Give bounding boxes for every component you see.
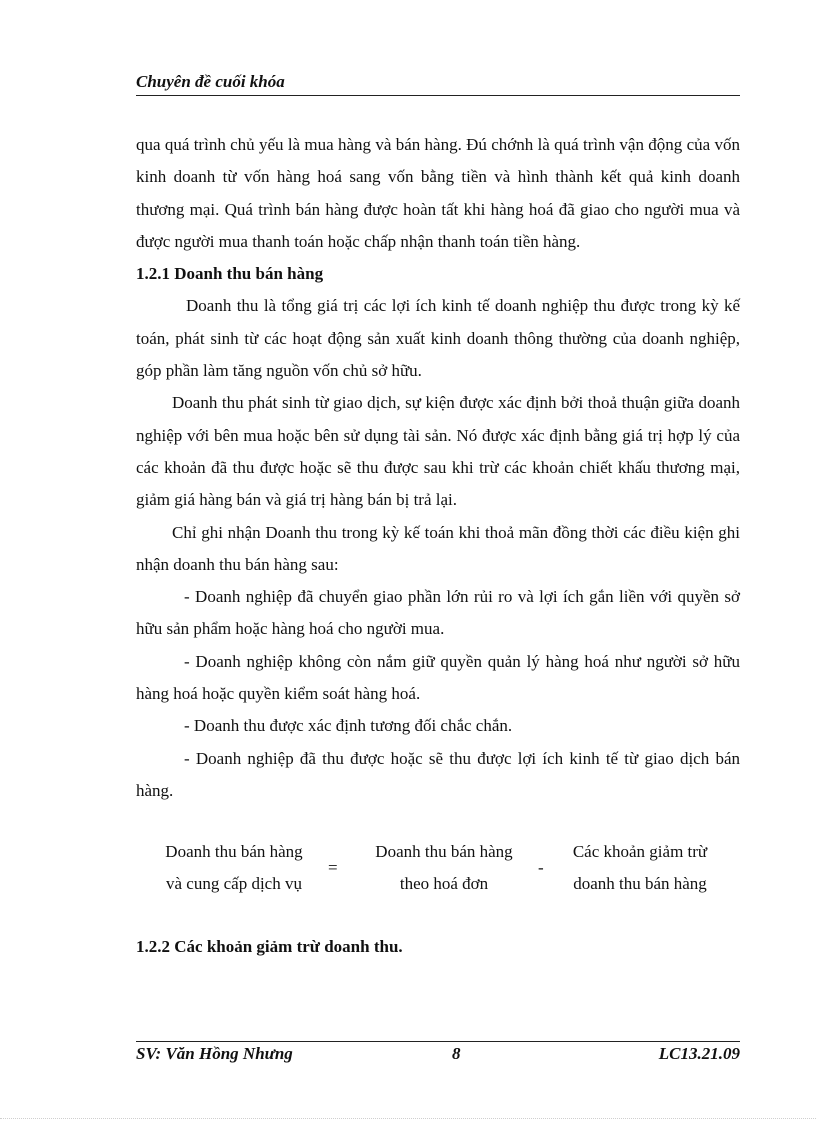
paragraph: Chỉ ghi nhận Doanh thu trong kỳ kế toán khi thoả mãn đồng thời các điều kiện ghi nhận doanh thu bán hàng sau: bbox=[136, 522, 740, 574]
formula-right-term bbox=[554, 836, 726, 900]
footer-rule bbox=[136, 1041, 740, 1042]
formula-text: và cung cấp dịch vụ bbox=[166, 874, 302, 893]
paragraph: Doanh thu phát sinh từ giao dịch, sự kiện được xác định bởi thoả thuận giữa doanh nghiệp với bên mua hoặc bên sử dụng tài sản. Nó được xác định bằng giá trị hợp lý của các khoản đã thu được hoặc sẽ thu được sau khi trừ các khoản chiết khấu thương mại, giảm giá hàng bán và giá trị hàng bán bị trả lại. bbox=[136, 393, 740, 510]
footer-page-number: 8 bbox=[452, 1044, 461, 1063]
revenue-formula bbox=[136, 836, 740, 906]
formula-text: theo hoá đơn bbox=[399, 874, 489, 893]
footer-class-code: LC13.21.09 bbox=[658, 1044, 740, 1063]
paragraph: qua quá trình chủ yếu là mua hàng và bán hàng. Đú chớnh là quá trình vận động của vốn kinh doanh từ vốn hàng hoá sang vốn bằng tiền và hình thành kết quả kinh doanh thương mại. Quá trình bán hàng được hoàn tất khi hàng hoá đã giao cho người mua và được người mua thanh toán hoặc chấp nhận thanh toán tiền hàng. bbox=[136, 135, 740, 251]
page-bottom-dotted-border bbox=[0, 1118, 816, 1119]
formula-middle-term bbox=[352, 836, 536, 900]
document-body bbox=[136, 129, 740, 807]
section-heading-1-2-1: 1.2.1 Doanh thu bán hàng bbox=[136, 264, 324, 284]
footer-student-name: SV: Văn Hồng Nhưng bbox=[136, 1044, 293, 1063]
formula-equals-sign: = bbox=[328, 858, 338, 877]
paragraph: Doanh thu là tổng giá trị các lợi ích kinh tế doanh nghiệp thu được trong kỳ kế toán, phát sinh từ các hoạt động sản xuất kinh doanh thông thường của doanh nghiệp, góp phần làm tăng nguồn vốn chủ sở hữu. bbox=[136, 296, 740, 381]
formula-minus-sign: - bbox=[538, 858, 544, 877]
formula-text: Doanh thu bán hàng bbox=[165, 842, 303, 861]
section-heading-1-2-2: 1.2.2 Các khoản giảm trừ doanh thu. bbox=[136, 937, 403, 956]
header-rule bbox=[136, 95, 740, 96]
bullet-item: - Doanh thu được xác định tương đối chắc chắn. bbox=[184, 716, 513, 736]
bullet-item: - Doanh nghiệp đã thu được hoặc sẽ thu được lợi ích kinh tế từ giao dịch bán hàng. bbox=[136, 748, 740, 800]
bullet-item: - Doanh nghiệp không còn nắm giữ quyền quản lý hàng hoá như người sở hữu hàng hoá hoặc quyền kiểm soát hàng hoá. bbox=[136, 651, 740, 704]
formula-left-term bbox=[136, 836, 332, 900]
formula-text: Doanh thu bán hàng bbox=[375, 842, 513, 861]
formula-text: doanh thu bán hàng bbox=[573, 874, 707, 893]
bullet-item: - Doanh nghiệp đã chuyển giao phần lớn rủi ro và lợi ích gắn liền với quyền sở hữu sản phẩm hoặc hàng hoá cho người mua. bbox=[136, 587, 740, 639]
formula-text: Các khoản giảm trừ bbox=[572, 842, 708, 861]
document-header-title: Chuyên đề cuối khóa bbox=[136, 72, 285, 91]
